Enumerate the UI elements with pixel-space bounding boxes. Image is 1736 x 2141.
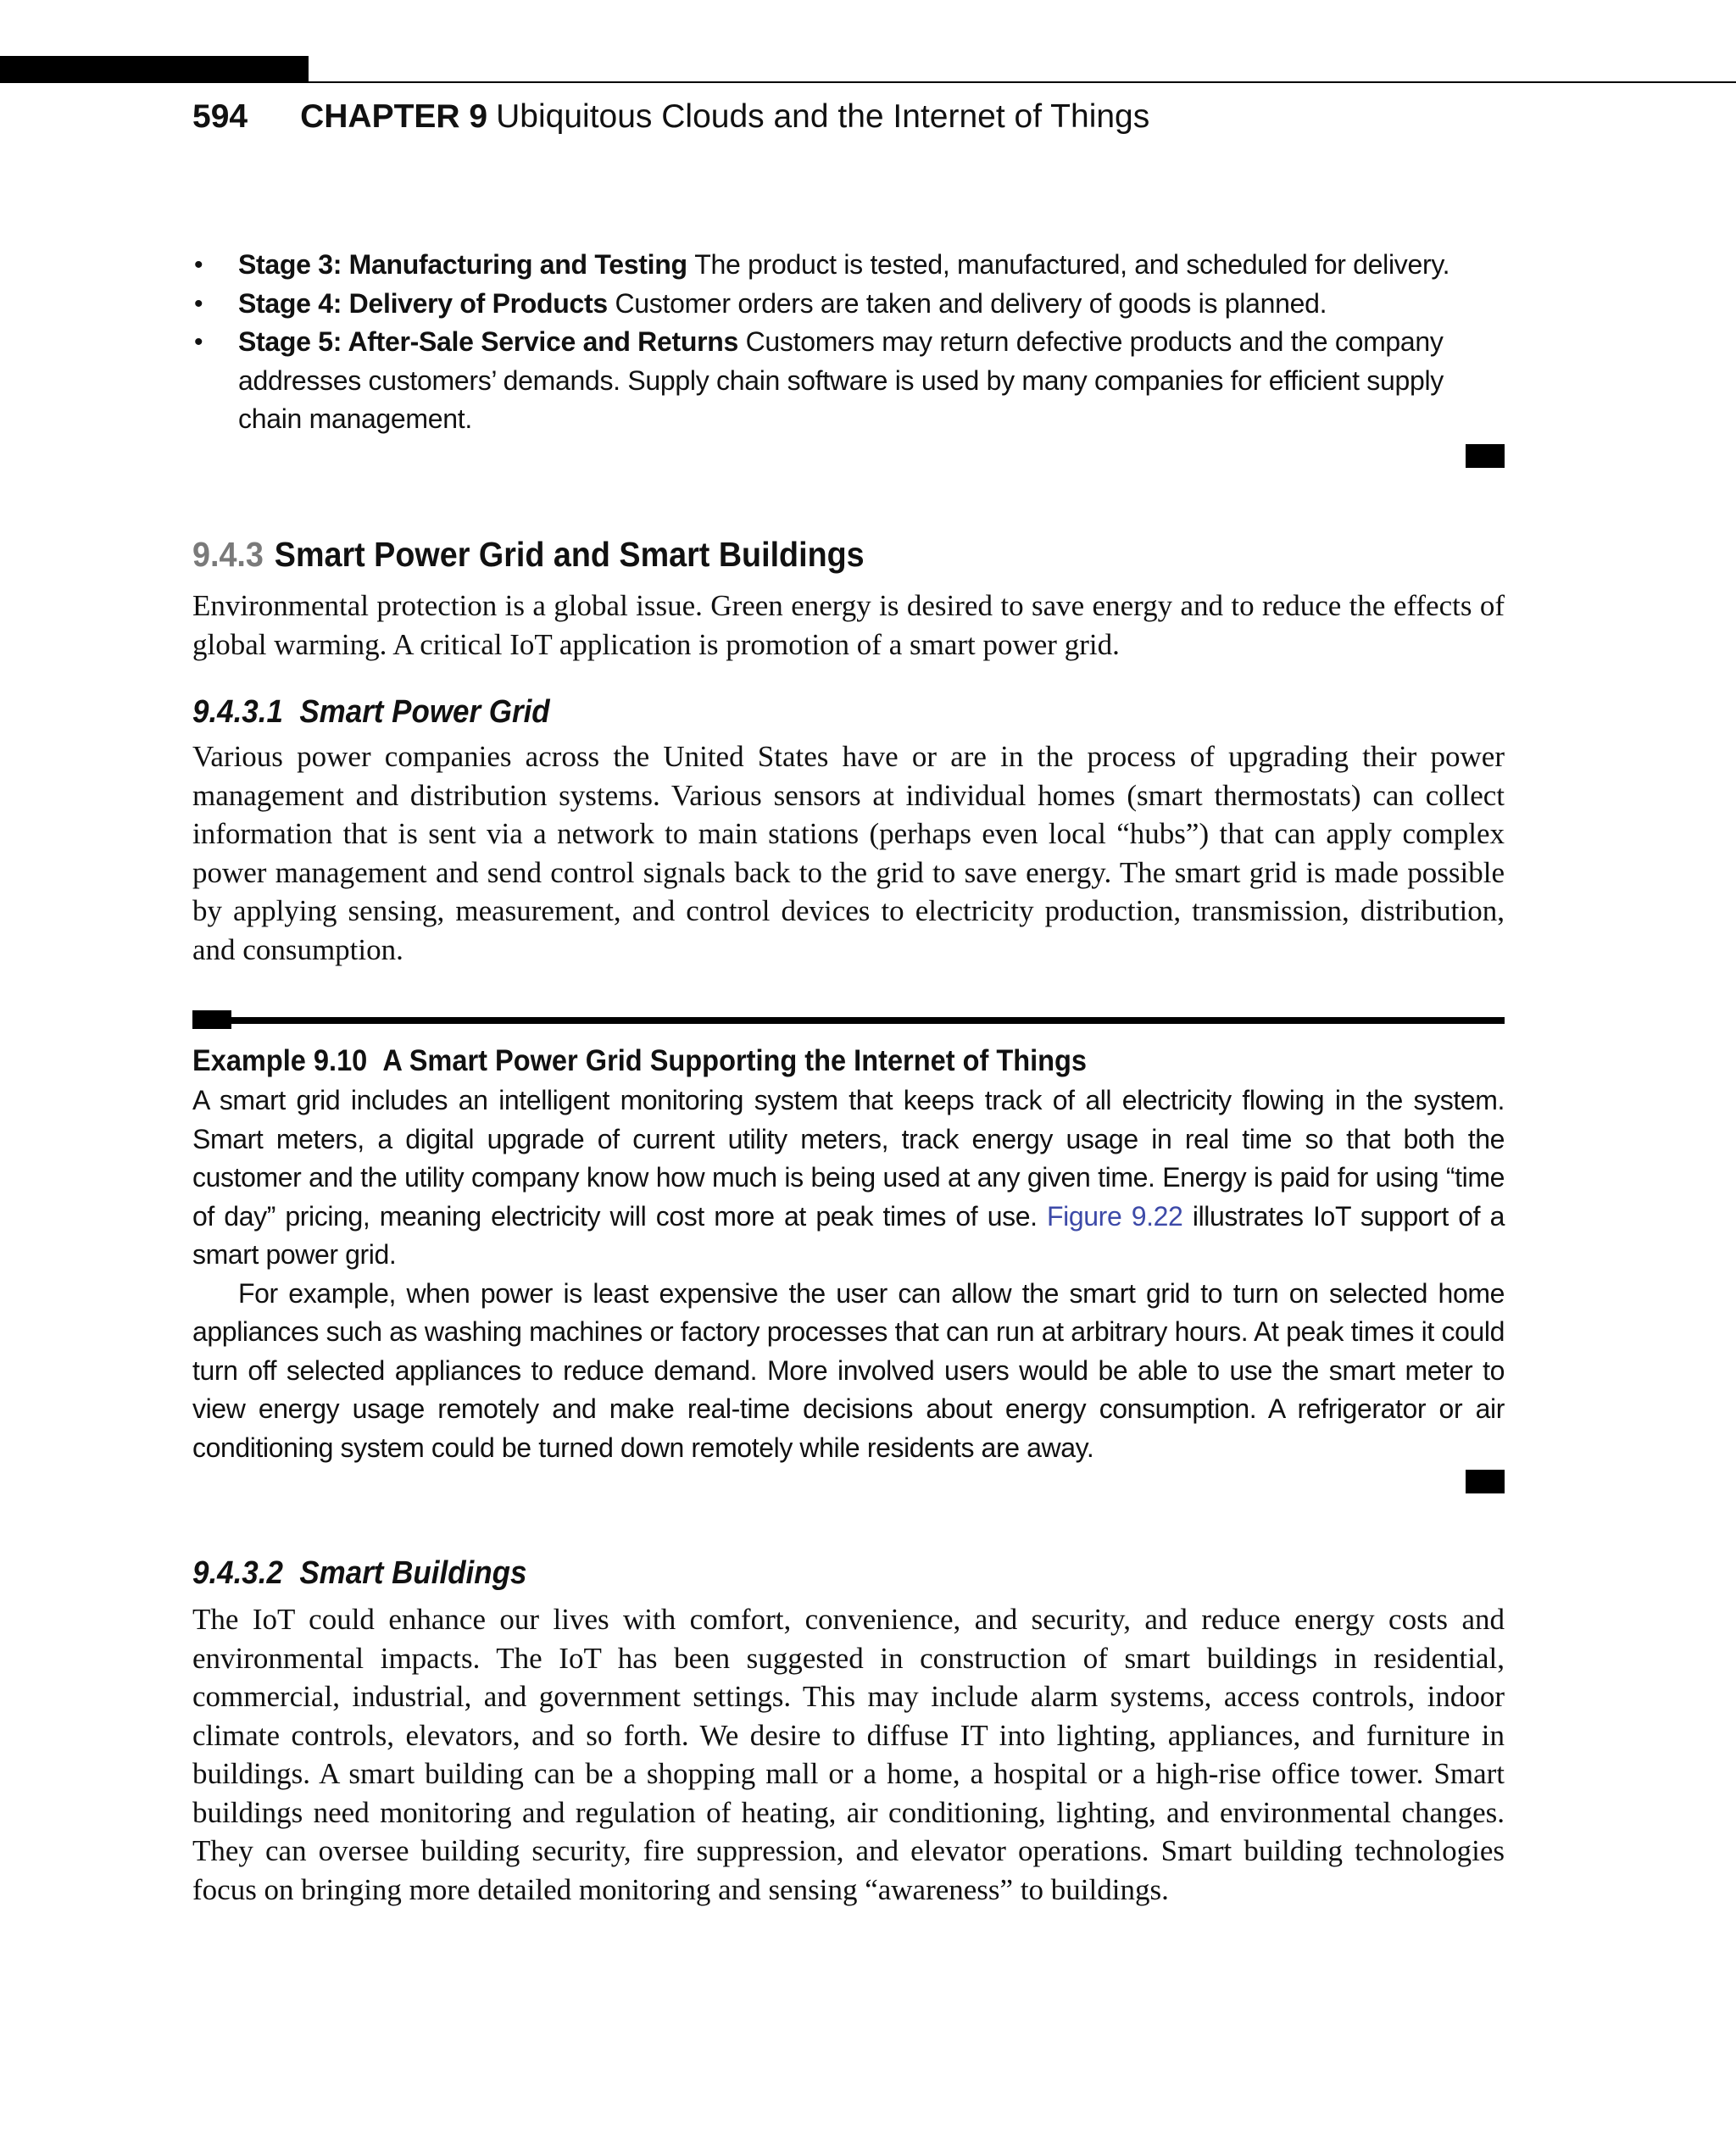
paragraph: Environmental protection is a global issue. Green energy is desired to save energy and to reduce the effects of global warming. A critical IoT application is promotion of a smart power grid.: [192, 589, 1505, 661]
example-text: A smart grid includes an intelligent monitoring system that keeps track of all electricity flowing in the system. Smart meters, a digital upgrade of current utility meters, track energy usage in real time so that both the customer and the utility company know how much is being used at any given time. Energy is paid for using “time of day” pricing, meaning electricity will cost more at peak times of use.: [192, 1085, 1505, 1232]
stage-label: Stage 5: After-Sale Service and Returns: [238, 326, 738, 357]
subsection-number: 9.4.3.2: [192, 1555, 283, 1591]
subsection-title: Smart Power Grid: [299, 694, 550, 730]
stage-label: Stage 4: Delivery of Products: [238, 287, 608, 319]
paragraph: The IoT could enhance our lives with comfort, convenience, and security, and reduce energy costs and environmental impacts. The IoT has been suggested in construction of smart buildings in residential, commercial, industrial, and government settings. This may include alarm systems, access controls, indoor climate controls, elevators, and so forth. We desire to diffuse IT into lighting, appliances, and furniture in buildings. A smart building can be a shopping mall or a home, a hospital or a high-rise office tower. Smart buildings need monitoring and regulation of heating, air conditioning, lighting, and environmental changes. They can oversee building security, fire suppression, and elevator operations. Smart building technologies focus on bringing more detailed monitoring and sensing “awareness” to buildings.: [192, 1603, 1505, 1906]
subsection-heading-smart-buildings: [192, 1553, 1399, 1593]
end-of-block-marker: [1466, 444, 1505, 468]
header-rule: [309, 81, 1736, 83]
paragraph: Various power companies across the United States have or are in the process of upgrading their power management and distribution systems. Various sensors at individual homes (smart thermostats) can collect information that is sent via a network to main stations (perhaps even local “hubs”) that can apply complex power management and send control signals back to the grid to save energy. The smart grid is made possible by applying sensing, measurement, and control devices to electricity production, transmission, distribution, and consumption.: [192, 740, 1505, 966]
stage-text: Customer orders are taken and delivery of goods is planned.: [615, 287, 1327, 319]
figure-link[interactable]: Figure 9.22: [1047, 1200, 1183, 1232]
bullet-icon: •: [194, 328, 203, 356]
bullet-icon: •: [194, 251, 203, 279]
page-number: 594: [192, 98, 248, 135]
running-head: [192, 95, 1149, 139]
smart-power-grid-body: [192, 737, 1505, 969]
section-number: 9.4.3: [192, 535, 264, 574]
paragraph: [192, 1082, 1505, 1275]
stage-label: Stage 3: Manufacturing and Testing: [238, 249, 687, 280]
example-rule: [231, 1017, 1505, 1024]
bullet-icon: •: [194, 289, 203, 318]
section-heading: [192, 531, 1399, 578]
stage-text: Customers may return defective products and the company addresses customers’ demands. Supply chain software is used by many companies for efficient supply chain management.: [238, 326, 1444, 434]
subsection-heading-smart-power-grid: [192, 692, 1399, 732]
example-body: [192, 1082, 1505, 1467]
header-black-tab: [0, 56, 309, 83]
chapter-label: CHAPTER 9: [300, 98, 488, 135]
example-rule-marker: [192, 1010, 231, 1029]
paragraph: For example, when power is least expensive the user can allow the smart grid to turn on selected home appliances such as washing machines or factory processes that can run at arbitrary hours. At peak times it could turn off selected appliances to reduce demand. More involved users would be able to use the smart meter to view energy usage remotely and make real-time decisions about energy consumption. A refrigerator or air conditioning system could be turned down remotely while residents are away.: [192, 1277, 1505, 1463]
example-title: A Smart Power Grid Supporting the Internet of Things: [382, 1044, 1088, 1077]
list-item: [192, 323, 1505, 439]
chapter-title: Ubiquitous Clouds and the Internet of Things: [496, 98, 1150, 135]
section-intro: [192, 587, 1505, 664]
end-of-example-marker: [1466, 1470, 1505, 1493]
stage-list: [192, 246, 1505, 439]
subsection-title: Smart Buildings: [299, 1555, 527, 1591]
example-text: illustrates IoT support of a smart power grid.: [192, 1200, 1505, 1270]
stage-text: The product is tested, manufactured, and scheduled for delivery.: [694, 249, 1450, 280]
subsection-number: 9.4.3.1: [192, 694, 283, 730]
example-label: Example 9.10: [192, 1044, 368, 1077]
example-heading: [192, 1041, 1413, 1082]
smart-buildings-body: [192, 1600, 1505, 1909]
list-item: [192, 246, 1505, 285]
section-title: Smart Power Grid and Smart Buildings: [274, 535, 865, 574]
list-item: [192, 285, 1505, 324]
